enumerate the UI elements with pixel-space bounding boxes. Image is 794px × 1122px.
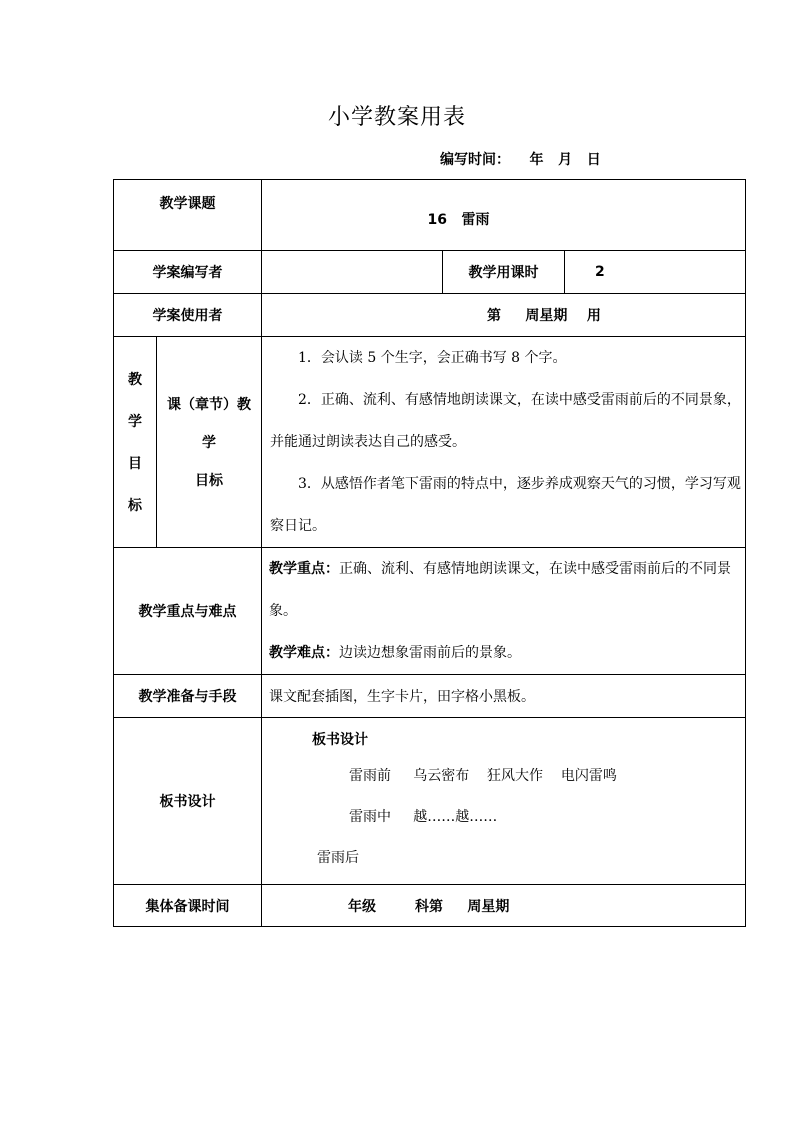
goals-outer-label <box>114 337 157 548</box>
row-author <box>114 251 746 294</box>
row-goals <box>114 337 746 548</box>
board-line: 雷雨中 越……越…… <box>349 809 498 825</box>
prep-text: 课文配套插图，生字卡片，田字格小黑板。 <box>262 675 746 718</box>
hours-value: 2 <box>565 251 746 294</box>
board-line: 雷雨前 乌云密布 狂风大作 电闪雷鸣 <box>349 768 617 784</box>
difficulty-point <box>269 632 741 674</box>
author-label: 学案编写者 <box>114 251 262 294</box>
key-label: 教学重点与难点 <box>114 548 262 675</box>
row-group-prep <box>114 885 746 927</box>
page-title: 小学教案用表 <box>327 105 466 130</box>
hours-label: 教学用课时 <box>443 251 565 294</box>
author-value <box>262 251 443 294</box>
goals-inner-line: 课（章节）教 <box>167 397 251 413</box>
goals-content <box>262 337 746 548</box>
goals-inner-label <box>157 337 262 548</box>
row-key-points <box>114 548 746 675</box>
goals-outer-char: 教 <box>128 372 142 388</box>
goals-outer-char: 目 <box>128 456 142 472</box>
goals-outer-char: 标 <box>128 498 142 514</box>
key-point-text: 正确、流利、有感情地朗读课文，在读中感受雷雨前后的不同景象。 <box>269 561 731 619</box>
course-topic-label: 教学课题 <box>114 180 262 251</box>
board-title: 板书设计 <box>312 732 368 748</box>
key-content <box>262 548 746 675</box>
key-point <box>269 548 741 632</box>
board-label: 板书设计 <box>114 718 262 885</box>
goals-inner-line: 学 <box>202 435 216 451</box>
key-point-label: 教学重点： <box>269 561 339 577</box>
goals-inner-line: 目标 <box>195 473 223 489</box>
goal-item: 2．正确、流利、有感情地朗读课文，在读中感受雷雨前后的不同景象，并能通过朗读表达自己的感受。 <box>270 392 741 450</box>
goal-item: 3．从感悟作者笔下雷雨的特点中，逐步养成观察天气的习惯，学习写观察日记。 <box>270 476 741 534</box>
prep-label: 教学准备与手段 <box>114 675 262 718</box>
row-board-design <box>114 718 746 885</box>
write-time: 编写时间： 年 月 日 <box>440 152 601 168</box>
lesson-plan-table <box>113 179 746 927</box>
goal-item: 1．会认读 5 个生字，会正确书写 8 个字。 <box>298 350 567 366</box>
user-label: 学案使用者 <box>114 294 262 337</box>
row-preparation <box>114 675 746 718</box>
group-value: 年级 科第 周星期 <box>262 885 746 927</box>
goals-outer-char: 学 <box>128 414 142 430</box>
board-content <box>262 718 746 885</box>
row-course-topic <box>114 180 746 251</box>
row-user <box>114 294 746 337</box>
lesson-name: 16 雷雨 <box>262 180 746 251</box>
user-value: 第 周星期 用 <box>262 294 746 337</box>
difficulty-label: 教学难点： <box>269 645 339 661</box>
difficulty-text: 边读边想象雷雨前后的景象。 <box>339 645 521 661</box>
board-line: 雷雨后 <box>317 850 359 866</box>
group-label: 集体备课时间 <box>114 885 262 927</box>
